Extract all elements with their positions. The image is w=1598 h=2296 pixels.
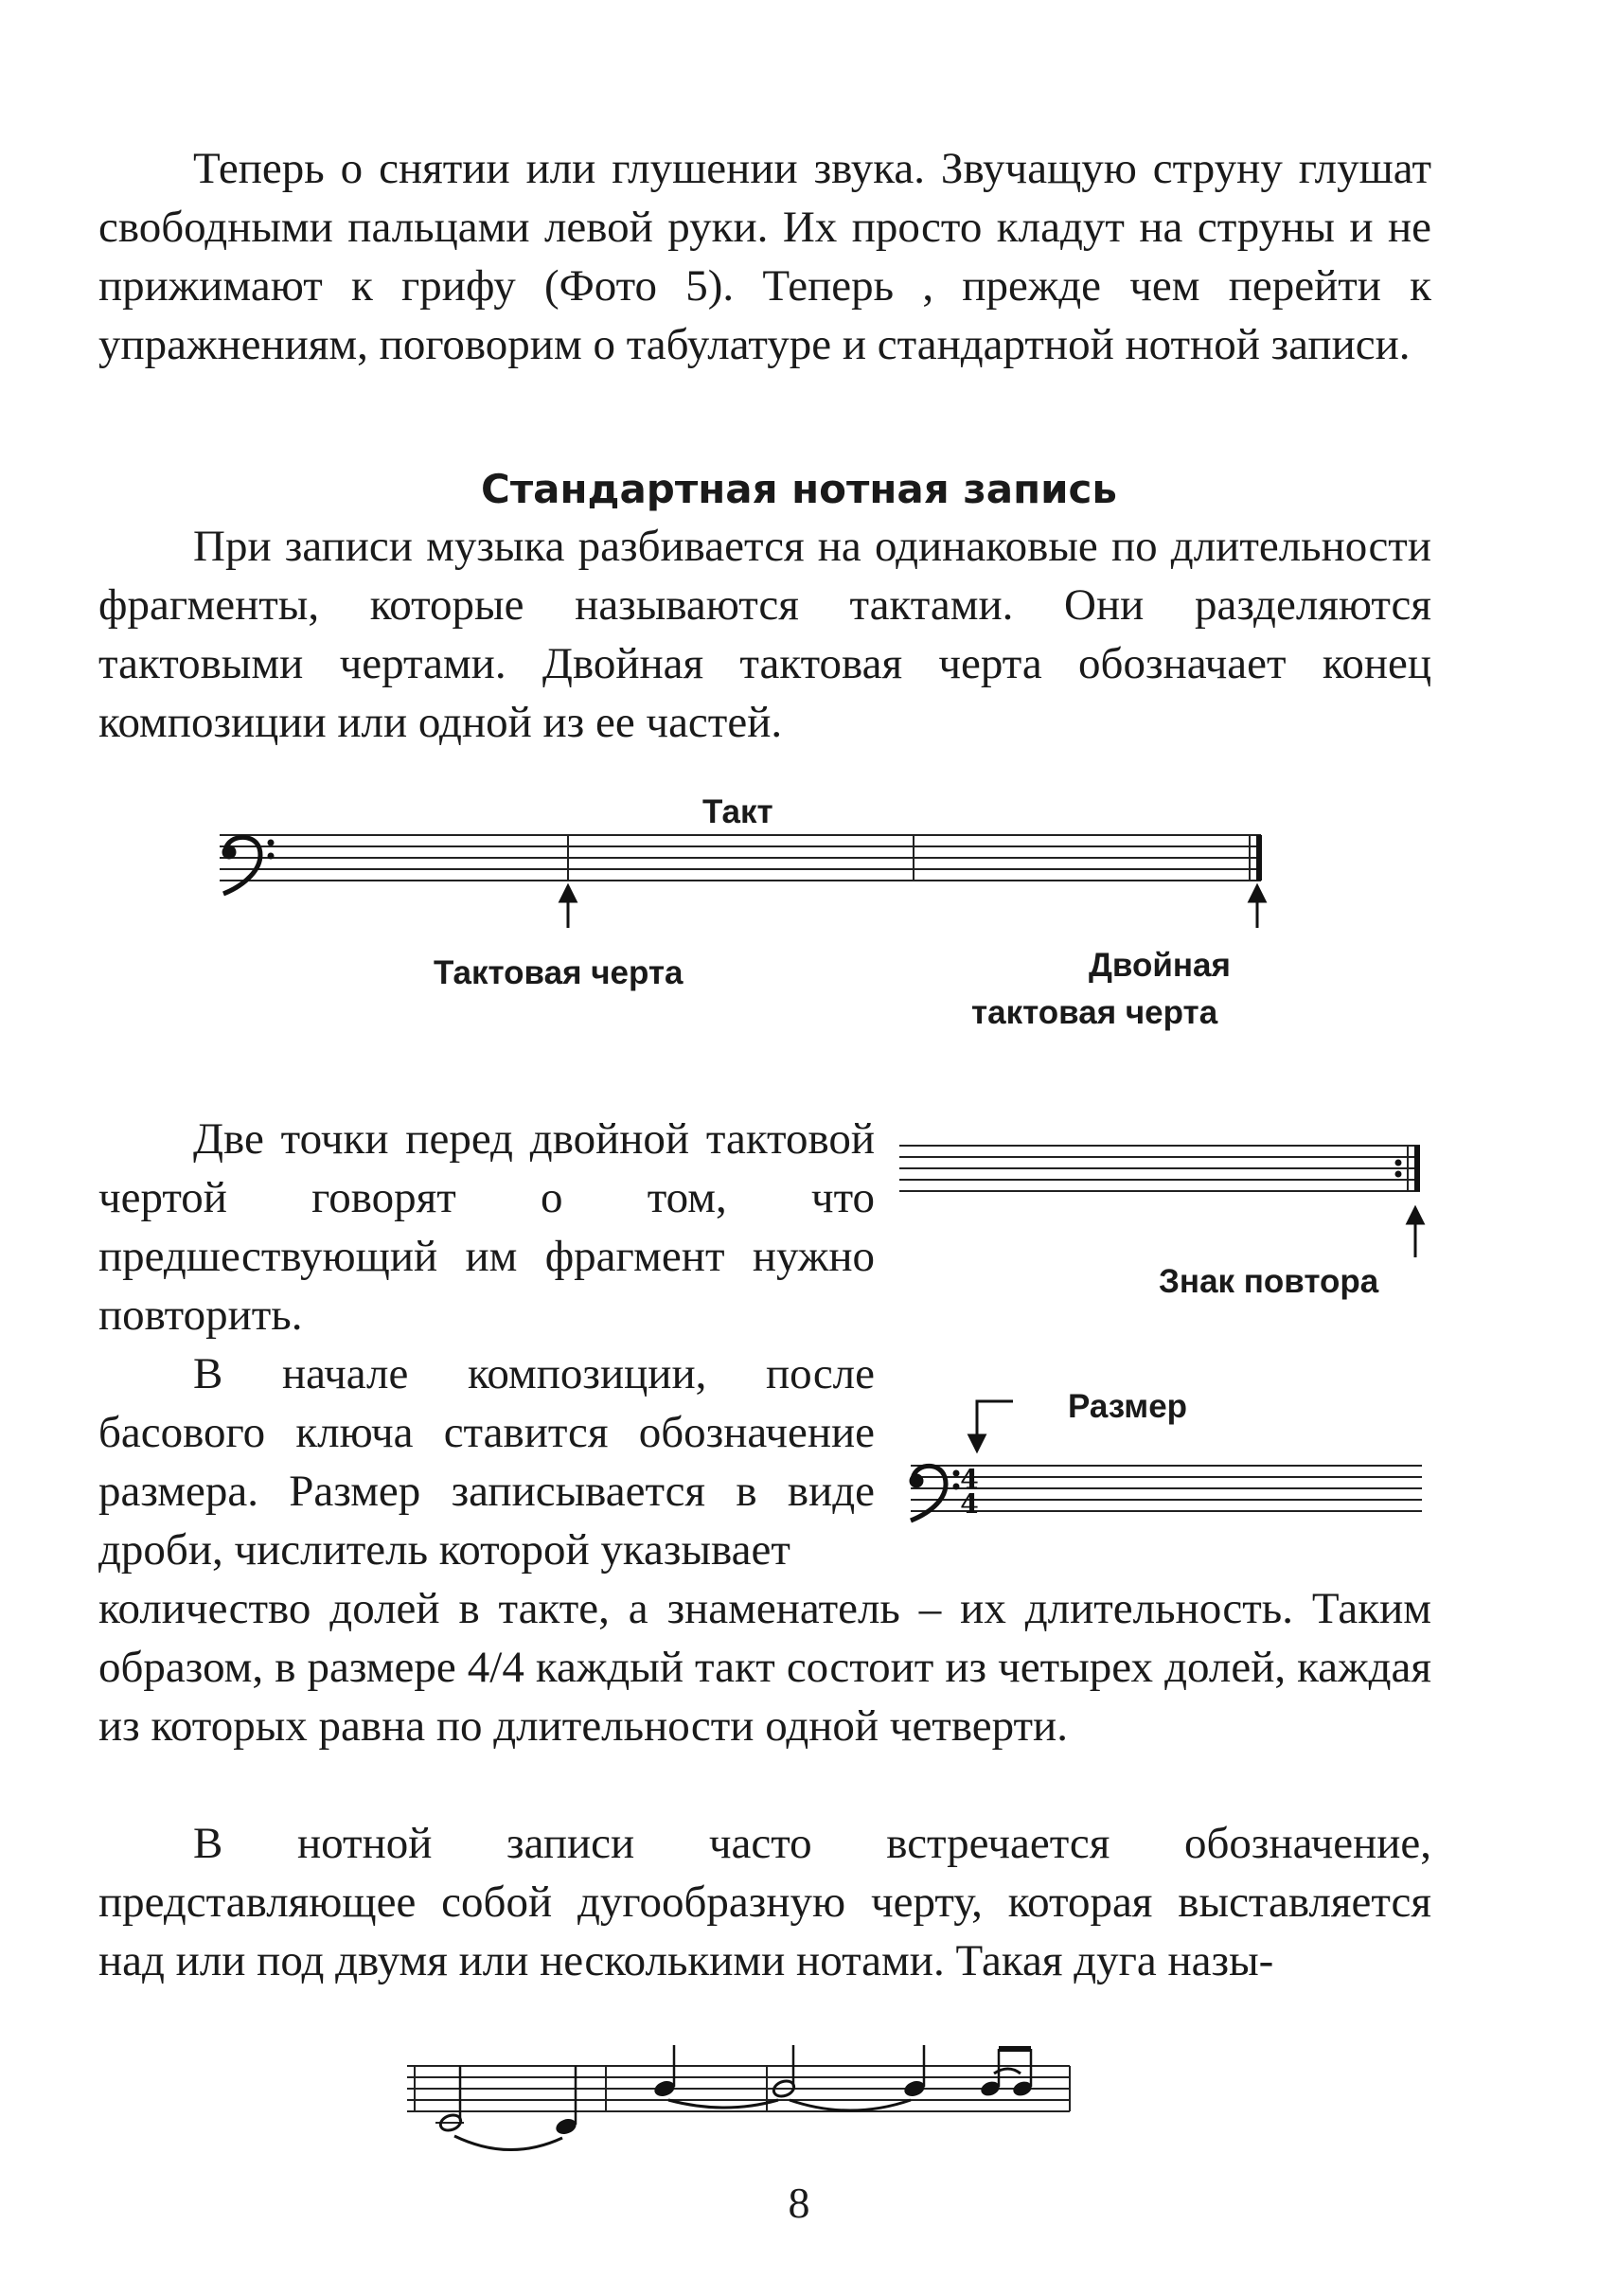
repeat-dot xyxy=(1395,1160,1402,1166)
staff-figure-2 xyxy=(899,1136,1429,1259)
time-signature-top: 4 xyxy=(960,1464,979,1495)
slur-tie xyxy=(790,2100,911,2110)
paragraph-time-signature-start: В начале композиции, после басового ключа ставится обозначение размера. Размер записывается в виде дроби, числитель которой указывает xyxy=(98,1349,875,1575)
arrow-up-icon xyxy=(1408,1208,1423,1257)
bass-clef-icon xyxy=(911,1466,960,1521)
label-double-barline-2: тактовая черта xyxy=(971,994,1218,1031)
repeat-dot xyxy=(1395,1171,1402,1178)
quarter-note xyxy=(652,2045,677,2099)
staff-figure-ties xyxy=(407,2045,1089,2168)
label-repeat-sign: Знак повтора xyxy=(1159,1263,1379,1300)
paragraph-muting: Теперь о снятии или глушении звука. Звучащую струну глушат свободными пальцами левой руки. Их просто кладут на струны и не прижимают к грифу (Фото 5). Теперь , прежде чем перейти к упражнениям, поговорим о табулатуре и стандартной нотной записи. xyxy=(98,144,1431,369)
quarter-note xyxy=(902,2045,927,2099)
section-heading: Стандартная нотная запись xyxy=(481,466,1117,512)
time-signature-bottom: 4 xyxy=(960,1488,979,1520)
arrow-up-icon xyxy=(560,886,576,928)
label-barline: Тактовая черта xyxy=(434,954,684,991)
half-note xyxy=(772,2045,796,2099)
arrow-up-icon xyxy=(1250,886,1265,928)
page-number: 8 xyxy=(788,2179,810,2227)
label-measure: Такт xyxy=(702,793,773,830)
paragraph-repeat: Две точки перед двойной тактовой чертой говорят о том, что предшествующий им фрагмент нужно повторить. xyxy=(98,1114,875,1340)
paragraph-slur: В нотной записи часто встречается обозначение, представляющее собой дугообразную черту, которая выставляется над или под двумя или несколькими нотами. Такая дуга назы- xyxy=(98,1819,1431,1985)
slur-tie xyxy=(454,2136,562,2150)
label-time-signature: Размер xyxy=(1068,1388,1188,1425)
slur-tie xyxy=(668,2100,778,2108)
staff-figure-1 xyxy=(208,824,1278,928)
paragraph-measures: При записи музыка разбивается на одинаковые по длительности фрагменты, которые называются тактами. Они разделяются тактовыми чертами. Двойная тактовая черта обозначает конец композиции или одной из ее частей. xyxy=(98,522,1431,747)
label-double-barline-1: Двойная xyxy=(1089,947,1231,984)
eighth-note-pair xyxy=(979,2049,1034,2098)
paragraph-time-signature-end: количество долей в такте, а знаменатель – их длительность. Таким образом, в размере 4/4 каждый такт состоит из четырех долей, каждая из которых равна по длительности одной четверти. xyxy=(98,1584,1431,1751)
arrow-down-icon xyxy=(969,1401,1013,1451)
